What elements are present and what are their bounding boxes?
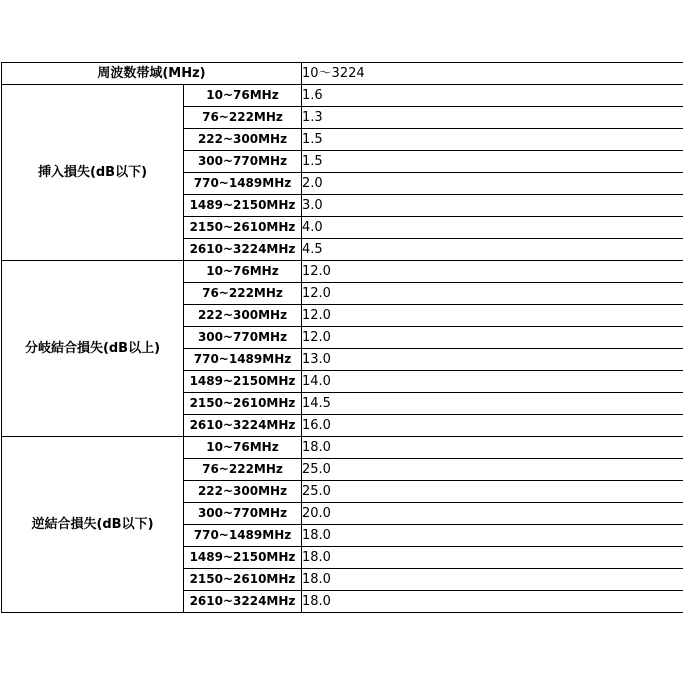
value-cell: 2.0 [302,173,683,195]
band-cell: 76~222MHz [184,283,302,305]
value-cell: 12.0 [302,261,683,283]
band-cell: 770~1489MHz [184,349,302,371]
spec-table [1,62,683,613]
value-cell: 13.0 [302,349,683,371]
band-cell: 2610~3224MHz [184,415,302,437]
value-cell: 3.0 [302,195,683,217]
value-cell: 18.0 [302,437,683,459]
value-cell: 4.0 [302,217,683,239]
band-cell: 2610~3224MHz [184,591,302,613]
band-cell: 10~76MHz [184,437,302,459]
band-cell: 1489~2150MHz [184,547,302,569]
band-cell: 76~222MHz [184,459,302,481]
value-cell: 16.0 [302,415,683,437]
table-row [2,85,683,107]
band-cell: 300~770MHz [184,151,302,173]
section-title: 挿入損失(dB以下) [2,85,184,261]
band-cell: 76~222MHz [184,107,302,129]
band-cell: 2150~2610MHz [184,393,302,415]
spec-table-body [2,63,683,613]
frequency-band-label: 周波数帯域(MHz) [2,63,302,85]
band-cell: 2150~2610MHz [184,569,302,591]
band-cell: 300~770MHz [184,503,302,525]
value-cell: 12.0 [302,327,683,349]
value-cell: 4.5 [302,239,683,261]
band-cell: 222~300MHz [184,129,302,151]
value-cell: 18.0 [302,591,683,613]
value-cell: 25.0 [302,459,683,481]
band-cell: 222~300MHz [184,305,302,327]
value-cell: 25.0 [302,481,683,503]
band-cell: 10~76MHz [184,261,302,283]
value-cell: 20.0 [302,503,683,525]
value-cell: 1.3 [302,107,683,129]
band-cell: 2150~2610MHz [184,217,302,239]
value-cell: 1.5 [302,151,683,173]
section-title: 分岐結合損失(dB以上) [2,261,184,437]
frequency-band-value: 10～3224 [302,63,683,85]
section-title: 逆結合損失(dB以下) [2,437,184,613]
value-cell: 18.0 [302,547,683,569]
value-cell: 18.0 [302,525,683,547]
value-cell: 14.5 [302,393,683,415]
value-cell: 12.0 [302,283,683,305]
band-cell: 300~770MHz [184,327,302,349]
band-cell: 222~300MHz [184,481,302,503]
value-cell: 18.0 [302,569,683,591]
band-cell: 2610~3224MHz [184,239,302,261]
band-cell: 770~1489MHz [184,525,302,547]
value-cell: 1.6 [302,85,683,107]
band-cell: 1489~2150MHz [184,371,302,393]
header-row [2,63,683,85]
value-cell: 14.0 [302,371,683,393]
value-cell: 1.5 [302,129,683,151]
band-cell: 1489~2150MHz [184,195,302,217]
table-row [2,261,683,283]
band-cell: 770~1489MHz [184,173,302,195]
value-cell: 12.0 [302,305,683,327]
band-cell: 10~76MHz [184,85,302,107]
table-row [2,437,683,459]
